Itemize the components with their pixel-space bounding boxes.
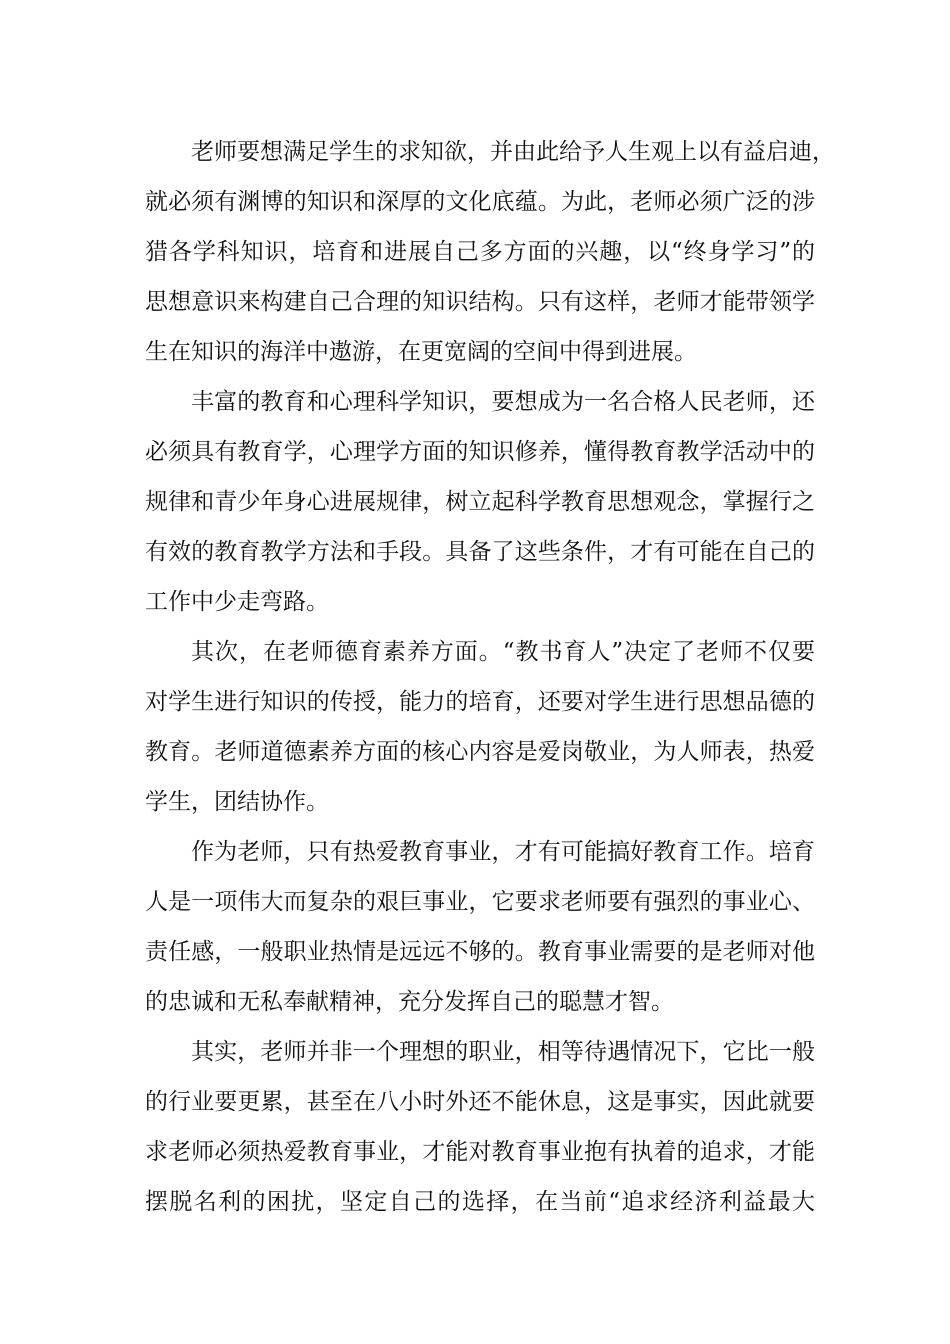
paragraph-1-line-3: 猎各学科知识，培育和进展自己多方面的兴趣，以“终身学习”的 [145,239,815,265]
paragraph-5-line-3: 求老师必须热爱教育事业，才能对教育事业抱有执着的追求，才能 [145,1139,815,1165]
paragraph-2-line-3: 规律和青少年身心进展规律，树立起科学教育思想观念，掌握行之 [145,489,815,515]
paragraph-4-line-4: 的忠诚和无私奉献精神，充分发挥自己的聪慧才智。 [145,989,674,1015]
paragraph-1-line-1: 老师要想满足学生的求知欲，并由此给予人生观上以有益启迪， [191,139,835,165]
paragraph-5-line-4: 摆脱名利的困扰，坚定自己的选择，在当前“追求经济利益最大 [145,1189,815,1215]
paragraph-2-line-4: 有效的教育教学方法和手段。具备了这些条件，才有可能在自己的 [145,539,815,565]
paragraph-4-line-2: 人是一项伟大而复杂的艰巨事业，它要求老师要有强烈的事业心、 [145,889,815,915]
paragraph-1-line-5: 生在知识的海洋中遨游，在更宽阔的空间中得到进展。 [145,339,697,365]
paragraph-5-line-2: 的行业要更累，甚至在八小时外还不能休息，这是事实，因此就要 [145,1089,815,1115]
paragraph-1-line-4: 思想意识来构建自己合理的知识结构。只有这样，老师才能带领学 [145,289,815,315]
paragraph-3-line-1: 其次，在老师德育素养方面。“教书育人”决定了老师不仅要 [191,639,815,665]
paragraph-2-line-1: 丰富的教育和心理科学知识，要想成为一名合格人民老师，还 [191,389,815,415]
paragraph-4-line-1: 作为老师，只有热爱教育事业，才有可能搞好教育工作。培育 [191,839,815,865]
paragraph-3-line-4: 学生，团结协作。 [145,789,329,815]
paragraph-1-line-2: 就必须有渊博的知识和深厚的文化底蕴。为此，老师必须广泛的涉 [145,189,815,215]
paragraph-2-line-5: 工作中少走弯路。 [145,589,329,615]
paragraph-4-line-3: 责任感，一般职业热情是远远不够的。教育事业需要的是老师对他 [145,939,815,965]
paragraph-5-line-1: 其实，老师并非一个理想的职业，相等待遇情况下，它比一般 [191,1039,815,1065]
paragraph-2-line-2: 必须具有教育学，心理学方面的知识修养，懂得教育教学活动中的 [145,439,815,465]
paragraph-3-line-3: 教育。老师道德素养方面的核心内容是爱岗敬业，为人师表，热爱 [145,739,815,765]
paragraph-3-line-2: 对学生进行知识的传授，能力的培育，还要对学生进行思想品德的 [145,689,815,715]
